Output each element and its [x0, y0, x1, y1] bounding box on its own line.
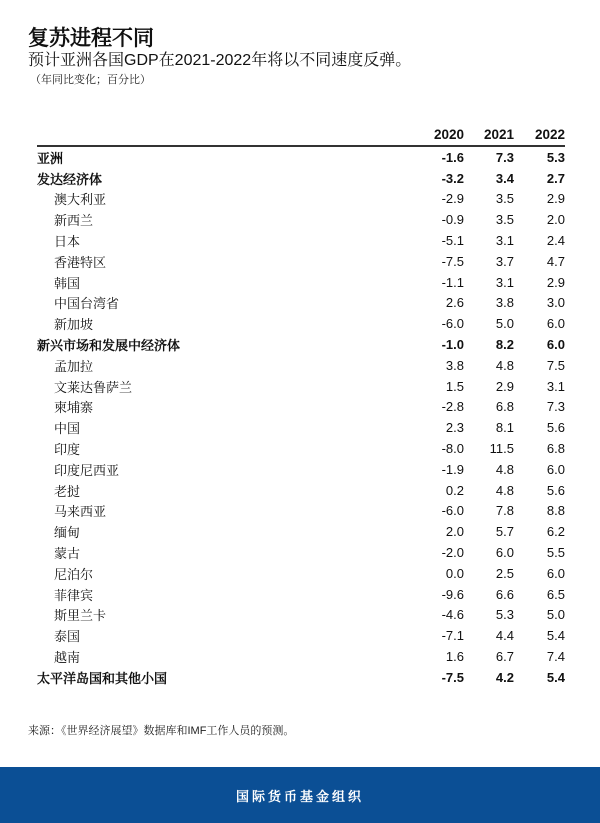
row-label: 韩国	[54, 275, 81, 291]
row-label: 新加坡	[54, 317, 94, 333]
cell-2021: 3.5	[495, 191, 514, 207]
cell-2022: 5.4	[546, 628, 565, 644]
cell-2021: 7.3	[495, 149, 514, 165]
table-row	[37, 542, 565, 563]
row-label: 新西兰	[54, 213, 94, 229]
cell-2020: 2.3	[445, 420, 464, 436]
cell-2020: -5.1	[441, 233, 464, 249]
table-row	[37, 480, 565, 501]
table-row	[37, 584, 565, 605]
cell-2020: -6.0	[441, 316, 464, 332]
row-label: 日本	[54, 234, 81, 250]
cell-2022: 2.4	[546, 233, 565, 249]
table-row	[37, 230, 565, 251]
cell-2021: 8.1	[495, 420, 514, 436]
table-row	[37, 251, 565, 272]
cell-2020: 0.2	[445, 482, 464, 498]
row-label: 中国台湾省	[54, 296, 120, 312]
table-row	[37, 563, 565, 584]
table-row	[37, 147, 565, 168]
unit-note: （年同比变化；百分比）	[30, 74, 151, 86]
cell-2020: -2.9	[441, 191, 464, 207]
table-row	[37, 209, 565, 230]
cell-2022: 3.0	[546, 295, 565, 311]
cell-2022: 7.3	[546, 399, 565, 415]
cell-2020: -1.6	[441, 149, 464, 165]
source-note: 来源：《世界经济展望》数据库和IMF工作人员的预测。	[28, 725, 295, 737]
table-row	[37, 605, 565, 626]
column-header-2020: 2020	[433, 127, 464, 142]
cell-2022: 7.5	[546, 357, 565, 373]
row-label: 发达经济体	[37, 171, 103, 187]
cell-2020: -8.0	[441, 441, 464, 457]
cell-2020: 3.8	[445, 357, 464, 373]
cell-2020: 2.6	[445, 295, 464, 311]
cell-2020: -3.2	[441, 170, 464, 186]
column-header-2022: 2022	[534, 127, 565, 142]
cell-2021: 3.7	[495, 253, 514, 269]
table-row	[37, 521, 565, 542]
table-row	[37, 417, 565, 438]
cell-2020: 0.0	[445, 565, 464, 581]
cell-2022: 6.0	[546, 316, 565, 332]
cell-2021: 5.0	[495, 316, 514, 332]
cell-2021: 6.7	[495, 649, 514, 665]
cell-2022: 6.0	[546, 337, 565, 353]
row-label: 新兴市场和发展中经济体	[37, 338, 181, 354]
cell-2021: 5.3	[495, 607, 514, 623]
cell-2022: 2.0	[546, 212, 565, 228]
cell-2021: 8.2	[495, 337, 514, 353]
cell-2022: 6.0	[546, 565, 565, 581]
row-label: 马来西亚	[54, 504, 107, 520]
cell-2022: 5.6	[546, 420, 565, 436]
table-row	[37, 646, 565, 667]
row-label: 尼泊尔	[54, 566, 94, 582]
cell-2020: -6.0	[441, 503, 464, 519]
table-row	[37, 667, 565, 688]
cell-2022: 2.9	[546, 191, 565, 207]
table-row	[37, 501, 565, 522]
cell-2021: 2.5	[495, 565, 514, 581]
row-label: 蒙古	[54, 546, 81, 562]
cell-2021: 3.1	[495, 274, 514, 290]
cell-2021: 6.0	[495, 545, 514, 561]
cell-2022: 5.5	[546, 545, 565, 561]
cell-2022: 5.0	[546, 607, 565, 623]
cell-2020: -2.8	[441, 399, 464, 415]
column-header-2021: 2021	[483, 127, 514, 142]
table-row	[37, 272, 565, 293]
cell-2021: 4.8	[495, 482, 514, 498]
table-header	[37, 124, 565, 147]
table-row	[37, 334, 565, 355]
table-row	[37, 625, 565, 646]
gdp-table	[37, 124, 565, 688]
cell-2021: 3.5	[495, 212, 514, 228]
table-row	[37, 438, 565, 459]
table-row	[37, 376, 565, 397]
cell-2021: 4.8	[495, 461, 514, 477]
cell-2022: 3.1	[546, 378, 565, 394]
cell-2021: 3.1	[495, 233, 514, 249]
cell-2022: 4.7	[546, 253, 565, 269]
cell-2020: 1.6	[445, 649, 464, 665]
cell-2021: 4.2	[495, 669, 514, 685]
row-label: 孟加拉	[54, 358, 94, 374]
cell-2021: 2.9	[495, 378, 514, 394]
row-label: 缅甸	[54, 525, 81, 541]
cell-2021: 4.8	[495, 357, 514, 373]
cell-2021: 4.4	[495, 628, 514, 644]
row-label: 菲律宾	[54, 587, 94, 603]
cell-2021: 7.8	[495, 503, 514, 519]
cell-2022: 8.8	[546, 503, 565, 519]
cell-2020: -9.6	[441, 586, 464, 602]
row-label: 太平洋岛国和其他小国	[37, 670, 168, 686]
cell-2020: -1.0	[441, 337, 464, 353]
cell-2020: -7.1	[441, 628, 464, 644]
row-label: 斯里兰卡	[54, 608, 107, 624]
table-row	[37, 459, 565, 480]
table-row	[37, 313, 565, 334]
row-label: 文莱达鲁萨兰	[54, 379, 133, 395]
cell-2022: 5.6	[546, 482, 565, 498]
cell-2022: 6.0	[546, 461, 565, 477]
cell-2022: 7.4	[546, 649, 565, 665]
cell-2022: 6.5	[546, 586, 565, 602]
table-row	[37, 293, 565, 314]
row-label: 越南	[54, 650, 81, 666]
row-label: 中国	[54, 421, 81, 437]
row-label: 老挝	[54, 483, 81, 499]
cell-2020: -0.9	[441, 212, 464, 228]
cell-2021: 11.5	[489, 441, 514, 457]
cell-2020: -1.1	[441, 274, 464, 290]
table-body	[37, 147, 565, 688]
table-row	[37, 355, 565, 376]
cell-2020: 1.5	[445, 378, 464, 394]
cell-2020: -7.5	[441, 669, 464, 685]
row-label: 泰国	[54, 629, 81, 645]
cell-2021: 3.4	[495, 170, 514, 186]
cell-2022: 6.8	[546, 441, 565, 457]
row-label: 柬埔寨	[54, 400, 94, 416]
cell-2020: -4.6	[441, 607, 464, 623]
cell-2021: 3.8	[495, 295, 514, 311]
cell-2020: 2.0	[445, 524, 464, 540]
footer-bar	[0, 767, 600, 823]
cell-2021: 6.8	[495, 399, 514, 415]
cell-2021: 5.7	[495, 524, 514, 540]
footer-org-name: 国际货币基金组织	[235, 788, 364, 804]
cell-2022: 6.2	[546, 524, 565, 540]
row-label: 澳大利亚	[54, 192, 107, 208]
cell-2022: 2.9	[546, 274, 565, 290]
row-label: 印度	[54, 442, 81, 458]
row-label: 香港特区	[54, 254, 107, 270]
cell-2020: -7.5	[441, 253, 464, 269]
cell-2021: 6.6	[495, 586, 514, 602]
cell-2020: -2.0	[441, 545, 464, 561]
table-row	[37, 189, 565, 210]
cell-2022: 5.4	[546, 669, 565, 685]
row-label: 印度尼西亚	[54, 462, 120, 478]
row-label: 亚洲	[37, 150, 64, 166]
table-row	[37, 397, 565, 418]
subtitle: 预计亚洲各国GDP在2021-2022年将以不同速度反弹。	[28, 52, 412, 69]
page-title: 复苏进程不同	[28, 27, 154, 50]
table-row	[37, 168, 565, 189]
cell-2020: -1.9	[441, 461, 464, 477]
cell-2022: 2.7	[546, 170, 565, 186]
cell-2022: 5.3	[546, 149, 565, 165]
